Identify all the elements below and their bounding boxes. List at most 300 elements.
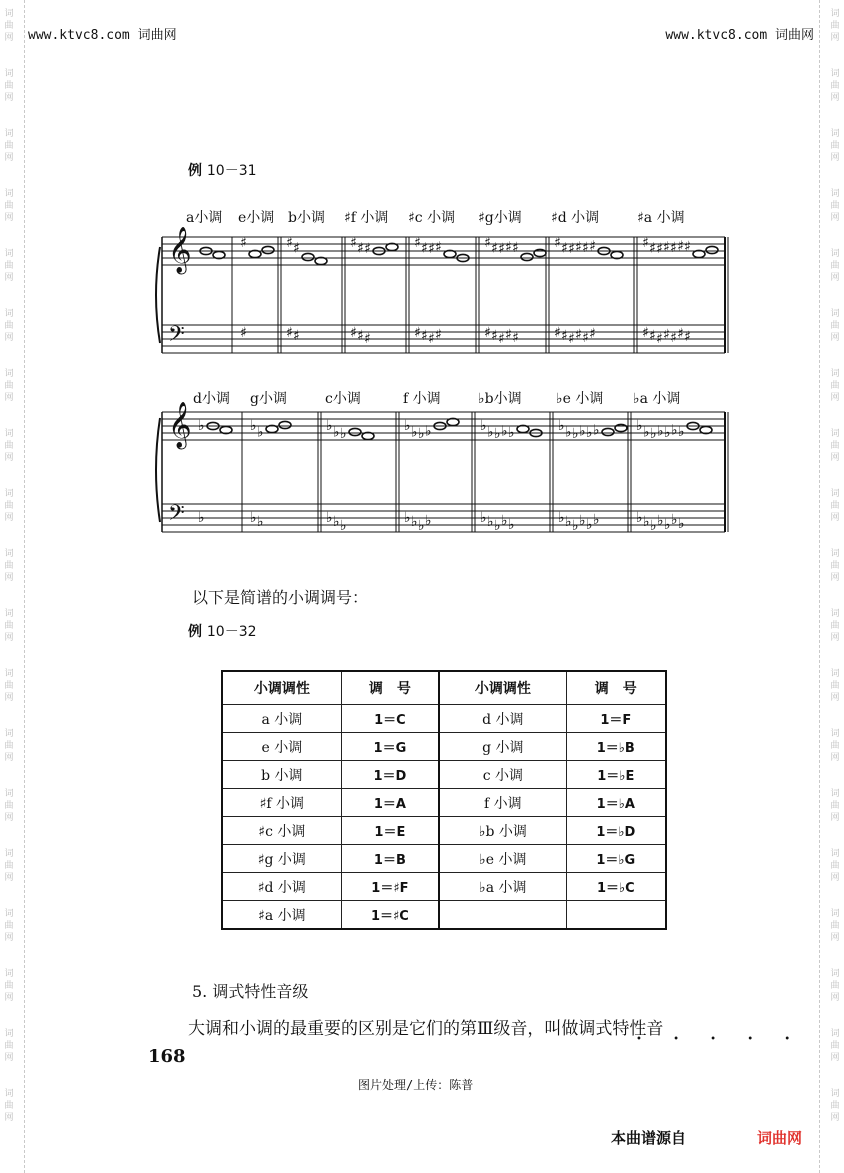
- watermark-char: 词: [830, 789, 840, 799]
- watermark-char: 词: [830, 249, 840, 259]
- flat-sign: ♭: [657, 513, 664, 529]
- sharp-sign: ♯: [421, 240, 428, 257]
- watermark-stack: [2, 1028, 16, 1064]
- example-number: 10－32: [206, 624, 257, 640]
- flat-sign: ♭: [418, 518, 425, 534]
- system-brace: [156, 418, 160, 522]
- watermark-char: 网: [4, 93, 14, 103]
- sharp-sign: ♯: [656, 241, 663, 257]
- whole-note: [349, 428, 361, 435]
- watermark-char: 曲: [830, 381, 840, 391]
- watermark-char: 曲: [4, 441, 14, 451]
- key-label-g-minor: g小调: [250, 391, 287, 407]
- flat-sign: ♭: [425, 513, 432, 529]
- table-row: [222, 761, 666, 789]
- sharp-sign: ♯: [642, 325, 649, 341]
- watermark-stack: [2, 788, 16, 824]
- flat-sign: ♭: [411, 424, 418, 441]
- flat-sign: ♭: [643, 514, 650, 530]
- watermark-char: 词: [4, 849, 14, 859]
- row-sig-left: 1＝E: [341, 817, 439, 845]
- row-sig-left: 1＝A: [341, 789, 439, 817]
- watermark-char: 曲: [830, 801, 840, 811]
- watermark-char: 词: [4, 489, 14, 499]
- example-prefix: 例: [188, 624, 202, 640]
- row-key-left: e 小调: [222, 733, 341, 761]
- watermark-char: 曲: [4, 261, 14, 271]
- sharp-sign: ♯: [589, 238, 596, 255]
- sharp-sign: ♯: [484, 235, 491, 251]
- watermark-char: 曲: [4, 321, 14, 331]
- row-sig-right: 1＝♭C: [566, 873, 666, 901]
- flat-sign: ♭: [198, 418, 205, 434]
- watermark-stack: [828, 248, 842, 284]
- sharp-sign: ♯: [677, 238, 684, 255]
- watermark-char: 词: [830, 9, 840, 19]
- row-key-right: ♭b 小调: [439, 817, 566, 845]
- watermark-char: 网: [4, 33, 14, 43]
- flat-sign: ♭: [586, 425, 593, 441]
- watermark-stack: [2, 1088, 16, 1124]
- flat-sign: ♭: [340, 518, 347, 534]
- watermark-char: 网: [830, 1113, 840, 1123]
- watermark-stack: [828, 368, 842, 404]
- watermark-char: 网: [4, 633, 14, 643]
- row-key-left: ♯f 小调: [222, 789, 341, 817]
- sharp-sign: ♯: [589, 326, 596, 342]
- table-row: [222, 845, 666, 873]
- watermark-char: 网: [4, 1113, 14, 1123]
- watermark-char: 网: [830, 993, 840, 1003]
- watermark-char: 词: [4, 1089, 14, 1099]
- key-label-csharp-minor: ♯c 小调: [408, 210, 456, 226]
- watermark-char: 网: [830, 633, 840, 643]
- sharp-sign: ♯: [568, 331, 575, 347]
- watermark-char: 网: [830, 93, 840, 103]
- flat-sign: ♭: [340, 426, 347, 442]
- watermark-stack: [2, 248, 16, 284]
- sharp-sign: ♯: [568, 241, 575, 257]
- watermark-char: 曲: [830, 21, 840, 31]
- watermark-stack: [828, 1088, 842, 1124]
- sharp-sign: ♯: [498, 241, 505, 257]
- sharp-sign: ♯: [670, 240, 677, 256]
- watermark-char: 词: [4, 669, 14, 679]
- flat-sign: ♭: [678, 424, 685, 440]
- watermark-stack: [828, 908, 842, 944]
- watermark-char: 词: [830, 189, 840, 199]
- row-key-left: ♯c 小调: [222, 817, 341, 845]
- watermark-char: 词: [4, 729, 14, 739]
- watermark-char: 曲: [830, 441, 840, 451]
- system-brace: [156, 247, 160, 343]
- right-margin: [819, 0, 844, 1173]
- source-text: 本曲谱源自: [611, 1129, 687, 1147]
- sharp-sign: ♯: [575, 239, 582, 256]
- flat-sign: ♭: [198, 510, 205, 526]
- flat-sign: ♭: [671, 422, 678, 439]
- row-sig-right: 1＝F: [566, 705, 666, 733]
- sharp-sign: ♯: [554, 325, 561, 341]
- watermark-char: 网: [4, 993, 14, 1003]
- sharp-sign: ♯: [364, 331, 371, 347]
- header-key-left: 小调调性: [222, 671, 341, 705]
- watermark-stack: [2, 488, 16, 524]
- watermark-stack: [2, 68, 16, 104]
- flat-sign: ♭: [501, 513, 508, 529]
- sharp-sign: ♯: [512, 240, 519, 256]
- row-key-right: [439, 901, 566, 930]
- sharp-sign: ♯: [582, 240, 589, 256]
- row-sig-right: [566, 901, 666, 930]
- watermark-char: 网: [4, 693, 14, 703]
- watermark-char: 词: [4, 9, 14, 19]
- flat-sign: ♭: [558, 418, 565, 434]
- watermark-char: 网: [4, 513, 14, 523]
- watermark-stack: [828, 428, 842, 464]
- whole-note: [706, 246, 718, 253]
- watermark-char: 词: [4, 249, 14, 259]
- watermark-stack: [828, 488, 842, 524]
- sharp-sign: ♯: [414, 325, 421, 341]
- watermark-char: 曲: [4, 621, 14, 631]
- sharp-sign: ♯: [512, 330, 519, 346]
- sharp-sign: ♯: [428, 241, 435, 257]
- watermark-stack: [828, 848, 842, 884]
- flat-sign: ♭: [508, 517, 515, 533]
- watermark-char: 词: [4, 369, 14, 379]
- sharp-sign: ♯: [435, 327, 442, 343]
- watermark-stack: [2, 848, 16, 884]
- sharp-sign: ♯: [582, 330, 589, 346]
- sharp-sign: ♯: [293, 240, 300, 257]
- sharp-sign: ♯: [505, 239, 512, 256]
- row-sig-left: 1＝D: [341, 761, 439, 789]
- sharp-sign: ♯: [491, 328, 498, 344]
- watermark-char: 网: [4, 393, 14, 403]
- key-label-c-minor: c小调: [325, 391, 361, 407]
- watermark-char: 词: [4, 309, 14, 319]
- flat-sign: ♭: [643, 424, 650, 441]
- sharp-sign: ♯: [293, 328, 300, 344]
- left-margin: [0, 0, 25, 1173]
- flat-sign: ♭: [650, 426, 657, 442]
- flat-sign: ♭: [593, 422, 600, 439]
- watermark-stack: [828, 608, 842, 644]
- row-key-right: c 小调: [439, 761, 566, 789]
- example-number: 10－31: [206, 163, 257, 179]
- sharp-sign: ♯: [642, 235, 649, 251]
- flat-sign: ♭: [501, 423, 508, 440]
- watermark-char: 网: [4, 453, 14, 463]
- watermark-char: 网: [830, 1053, 840, 1063]
- watermark-char: 网: [830, 273, 840, 283]
- example-label-1: [188, 160, 257, 180]
- flat-sign: ♭: [586, 517, 593, 533]
- watermark-stack: [2, 548, 16, 584]
- table-row: [222, 873, 666, 901]
- watermark-stack: [2, 728, 16, 764]
- watermark-stack: [2, 128, 16, 164]
- row-sig-right: 1＝♭G: [566, 845, 666, 873]
- bass-clef: 𝄢: [168, 322, 185, 352]
- key-label-f-minor: f 小调: [403, 391, 441, 407]
- key-label-aflat-minor: ♭a 小调: [633, 391, 681, 407]
- watermark-char: 网: [4, 753, 14, 763]
- watermark-char: 曲: [830, 981, 840, 991]
- row-key-left: b 小调: [222, 761, 341, 789]
- row-sig-left: 1＝♯C: [341, 901, 439, 930]
- watermark-char: 网: [4, 933, 14, 943]
- flat-sign: ♭: [678, 516, 685, 532]
- watermark-stack: [828, 728, 842, 764]
- header-sig-right: 调 号: [566, 671, 666, 705]
- key-label-asharp-minor: ♯a 小调: [637, 210, 685, 226]
- table-row: [222, 705, 666, 733]
- sharp-sign: ♯: [663, 239, 670, 256]
- flat-sign: ♭: [250, 510, 257, 526]
- watermark-char: 曲: [4, 501, 14, 511]
- watermark-char: 曲: [830, 741, 840, 751]
- flat-sign: ♭: [657, 423, 664, 440]
- watermark-stack: [2, 428, 16, 464]
- flat-sign: ♭: [664, 517, 671, 533]
- flat-sign: ♭: [404, 510, 411, 526]
- watermark-char: 网: [830, 693, 840, 703]
- watermark-char: 网: [830, 33, 840, 43]
- watermark-char: 词: [830, 1029, 840, 1039]
- flat-sign: ♭: [333, 424, 340, 441]
- watermark-char: 词: [4, 189, 14, 199]
- watermark-char: 网: [830, 333, 840, 343]
- watermark-char: 词: [830, 849, 840, 859]
- watermark-char: 曲: [830, 1101, 840, 1111]
- row-sig-right: 1＝♭A: [566, 789, 666, 817]
- flat-sign: ♭: [558, 510, 565, 526]
- flat-sign: ♭: [572, 518, 579, 534]
- watermark-char: 网: [4, 213, 14, 223]
- key-label-fsharp-minor: ♯f 小调: [344, 210, 389, 226]
- watermark-char: 网: [830, 873, 840, 883]
- table-row: [222, 789, 666, 817]
- key-label-d-minor: d小调: [193, 391, 230, 407]
- watermark-stack: [828, 308, 842, 344]
- row-sig-right: 1＝♭E: [566, 761, 666, 789]
- flat-sign: ♭: [425, 423, 432, 440]
- row-sig-left: 1＝G: [341, 733, 439, 761]
- watermark-char: 词: [830, 369, 840, 379]
- watermark-char: 曲: [830, 861, 840, 871]
- emphasis-dots: • • • • •: [636, 1034, 805, 1045]
- flat-sign: ♭: [487, 424, 494, 441]
- whole-note: [534, 249, 546, 256]
- watermark-char: 曲: [4, 21, 14, 31]
- flat-sign: ♭: [565, 514, 572, 530]
- watermark-char: 网: [4, 1053, 14, 1063]
- row-sig-left: 1＝B: [341, 845, 439, 873]
- row-key-left: ♯g 小调: [222, 845, 341, 873]
- sharp-sign: ♯: [435, 239, 442, 256]
- watermark-char: 网: [4, 333, 14, 343]
- row-key-right: g 小调: [439, 733, 566, 761]
- watermark-char: 词: [4, 909, 14, 919]
- watermark-stack: [828, 68, 842, 104]
- watermark-char: 网: [830, 213, 840, 223]
- watermark-char: 曲: [4, 681, 14, 691]
- row-key-right: d 小调: [439, 705, 566, 733]
- watermark-char: 曲: [830, 561, 840, 571]
- key-label-dsharp-minor: ♯d 小调: [551, 210, 600, 226]
- sharp-sign: ♯: [561, 240, 568, 257]
- watermark-char: 曲: [4, 861, 14, 871]
- row-sig-left: 1＝♯F: [341, 873, 439, 901]
- flat-sign: ♭: [650, 518, 657, 534]
- watermark-stack: [828, 1028, 842, 1064]
- watermark-char: 网: [830, 813, 840, 823]
- table-row: [222, 817, 666, 845]
- treble-clef: 𝄞: [168, 227, 192, 273]
- flat-sign: ♭: [326, 510, 333, 526]
- treble-clef: 𝄞: [168, 402, 192, 448]
- watermark-stack: [828, 968, 842, 1004]
- header-left-url[interactable]: www.ktvc8.com 词曲网: [28, 28, 177, 43]
- flat-sign: ♭: [326, 418, 333, 434]
- key-label-b-minor: b小调: [288, 210, 325, 226]
- flat-sign: ♭: [636, 510, 643, 526]
- row-sig-left: 1＝C: [341, 705, 439, 733]
- watermark-stack: [2, 308, 16, 344]
- whole-note: [302, 253, 314, 260]
- watermark-char: 曲: [830, 681, 840, 691]
- whole-note: [279, 421, 291, 428]
- watermark-char: 网: [4, 273, 14, 283]
- sharp-sign: ♯: [656, 331, 663, 347]
- whole-note: [521, 253, 533, 260]
- watermark-char: 词: [4, 789, 14, 799]
- sharp-sign: ♯: [240, 235, 247, 251]
- watermark-char: 词: [830, 669, 840, 679]
- watermark-char: 曲: [830, 621, 840, 631]
- watermark-char: 词: [830, 969, 840, 979]
- watermark-char: 词: [4, 429, 14, 439]
- minor-key-table: [221, 670, 667, 930]
- watermark-stack: [2, 188, 16, 224]
- whole-note: [615, 424, 627, 431]
- sharp-sign: ♯: [364, 241, 371, 257]
- row-sig-right: 1＝♭B: [566, 733, 666, 761]
- sharp-sign: ♯: [286, 235, 293, 251]
- watermark-stack: [2, 968, 16, 1004]
- watermark-stack: [2, 608, 16, 644]
- sharp-sign: ♯: [677, 326, 684, 342]
- header-key-right: 小调调性: [439, 671, 566, 705]
- sharp-sign: ♯: [684, 239, 691, 255]
- header-sig-left: 调 号: [341, 671, 439, 705]
- score-system-flats: [150, 400, 730, 540]
- flat-sign: ♭: [257, 514, 264, 530]
- sharp-sign: ♯: [505, 327, 512, 343]
- intro-text: 以下是简谱的小调调号：: [192, 588, 369, 607]
- watermark-char: 曲: [4, 921, 14, 931]
- row-key-left: a 小调: [222, 705, 341, 733]
- sharp-sign: ♯: [663, 327, 670, 343]
- key-label-e-minor: e小调: [238, 210, 275, 226]
- watermark-stack: [828, 8, 842, 44]
- key-label-bflat-minor: ♭b小调: [478, 391, 522, 407]
- watermark-char: 词: [830, 129, 840, 139]
- watermark-char: 曲: [830, 501, 840, 511]
- watermark-stack: [828, 788, 842, 824]
- flat-sign: ♭: [572, 426, 579, 442]
- watermark-char: 网: [4, 813, 14, 823]
- watermark-char: 词: [4, 969, 14, 979]
- watermark-char: 曲: [4, 81, 14, 91]
- watermark-stack: [828, 128, 842, 164]
- bass-clef: 𝄢: [168, 501, 185, 531]
- watermark-char: 词: [830, 429, 840, 439]
- sharp-sign: ♯: [421, 328, 428, 344]
- watermark-char: 曲: [4, 561, 14, 571]
- sharp-sign: ♯: [561, 328, 568, 344]
- flat-sign: ♭: [636, 418, 643, 434]
- flat-sign: ♭: [494, 518, 501, 534]
- flat-sign: ♭: [565, 424, 572, 441]
- sharp-sign: ♯: [286, 325, 293, 341]
- sharp-sign: ♯: [554, 235, 561, 251]
- watermark-char: 词: [4, 549, 14, 559]
- sharp-sign: ♯: [649, 328, 656, 344]
- sharp-sign: ♯: [649, 240, 656, 257]
- sharp-sign: ♯: [575, 327, 582, 343]
- row-sig-right: 1＝♭D: [566, 817, 666, 845]
- score-system-sharps: [150, 225, 730, 365]
- watermark-char: 网: [830, 393, 840, 403]
- section-title: 5. 调式特性音级: [192, 982, 309, 1001]
- flat-sign: ♭: [250, 418, 257, 434]
- flat-sign: ♭: [579, 513, 586, 529]
- sharp-sign: ♯: [428, 331, 435, 347]
- row-key-right: f 小调: [439, 789, 566, 817]
- page-number: 168: [148, 1046, 186, 1067]
- brand-logo-text[interactable]: 词曲网: [757, 1129, 803, 1147]
- watermark-stack: [2, 908, 16, 944]
- whole-note: [602, 428, 614, 435]
- watermark-char: 曲: [830, 141, 840, 151]
- watermark-char: 词: [4, 1029, 14, 1039]
- flat-sign: ♭: [418, 426, 425, 442]
- sharp-sign: ♯: [357, 240, 364, 257]
- watermark-stack: [2, 8, 16, 44]
- watermark-stack: [2, 368, 16, 404]
- sharp-sign: ♯: [350, 325, 357, 341]
- row-key-right: ♭a 小调: [439, 873, 566, 901]
- key-label-eflat-minor: ♭e 小调: [556, 391, 604, 407]
- watermark-char: 曲: [830, 261, 840, 271]
- watermark-char: 曲: [4, 201, 14, 211]
- watermark-char: 词: [4, 609, 14, 619]
- watermark-char: 词: [830, 69, 840, 79]
- watermark-char: 网: [4, 153, 14, 163]
- example-label-2: [188, 621, 257, 641]
- watermark-char: 曲: [830, 321, 840, 331]
- table-header-row: [222, 671, 666, 705]
- watermark-char: 曲: [830, 921, 840, 931]
- watermark-char: 曲: [4, 981, 14, 991]
- sharp-sign: ♯: [498, 331, 505, 347]
- watermark-stack: [828, 188, 842, 224]
- header-right-url[interactable]: www.ktvc8.com 词曲网: [665, 28, 814, 43]
- watermark-char: 网: [4, 873, 14, 883]
